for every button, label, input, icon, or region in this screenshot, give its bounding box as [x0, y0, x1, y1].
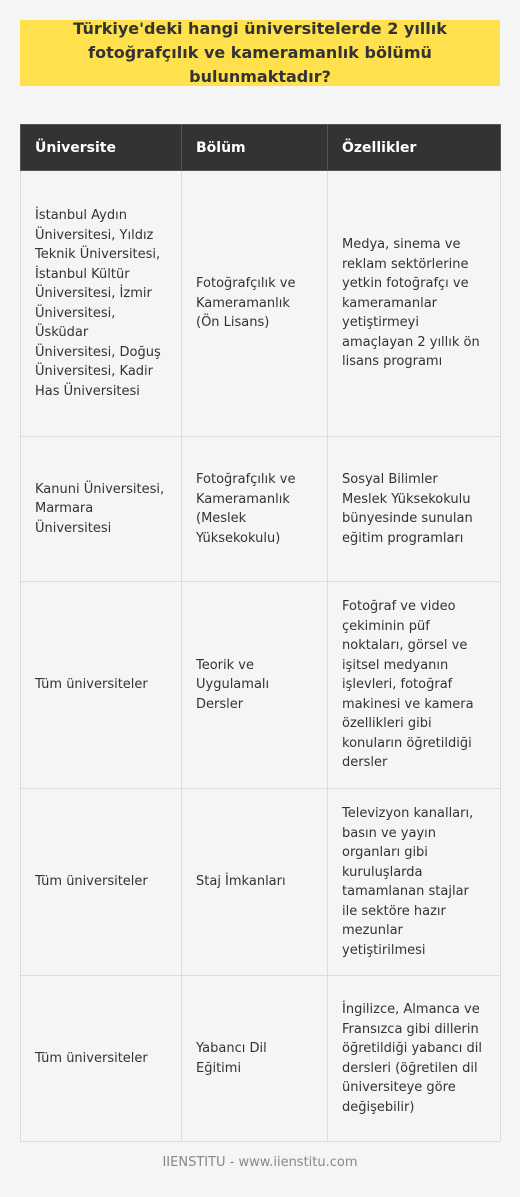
features-cell: Medya, sinema ve reklam sektörlerine yetkin fotoğrafçı ve kameramanlar yetiştirmeyi amaçlayan 2 yıllık ön lisans programı — [328, 171, 501, 437]
department-cell: Yabancı Dil Eğitimi — [182, 976, 328, 1142]
table-row — [21, 437, 501, 582]
department-cell: Fotoğrafçılık ve Kameramanlık (Ön Lisans) — [182, 171, 328, 437]
university-cell: Kanuni Üniversitesi, Marmara Üniversitesi — [21, 437, 182, 582]
features-cell: Fotoğraf ve video çekiminin püf noktaları, görsel ve işitsel medyanın işlevleri, fotoğraf makinesi ve kamera özellikleri gibi konuların öğretildiği dersler — [328, 582, 501, 789]
column-header-university: Üniversite — [21, 125, 182, 171]
table-row — [21, 789, 501, 976]
university-cell: Tüm üniversiteler — [21, 582, 182, 789]
table-row — [21, 582, 501, 789]
department-cell: Teorik ve Uygulamalı Dersler — [182, 582, 328, 789]
table-row — [21, 976, 501, 1142]
features-cell: Televizyon kanalları, basın ve yayın organları gibi kuruluşlarda tamamlanan stajlar ile sektöre hazır mezunlar yetiştirilmesi — [328, 789, 501, 976]
column-header-department: Bölüm — [182, 125, 328, 171]
footer-credit: IIENSTITU - www.iienstitu.com — [162, 1155, 358, 1170]
university-table — [20, 124, 501, 1142]
department-cell: Staj İmkanları — [182, 789, 328, 976]
table-row — [21, 171, 501, 437]
features-cell: İngilizce, Almanca ve Fransızca gibi dillerin öğretildiği yabancı dil dersleri (öğretilen dil üniversiteye göre değişebilir) — [328, 976, 501, 1142]
title-banner — [20, 20, 500, 86]
page-title: Türkiye'deki hangi üniversitelerde 2 yıllık fotoğrafçılık ve kameramanlık bölümü bulunmaktadır? — [73, 19, 447, 86]
university-cell: Tüm üniversiteler — [21, 976, 182, 1142]
table-header-row — [21, 125, 501, 171]
features-cell: Sosyal Bilimler Meslek Yüksekokulu bünyesinde sunulan eğitim programları — [328, 437, 501, 582]
column-header-features: Özellikler — [328, 125, 501, 171]
department-cell: Fotoğrafçılık ve Kameramanlık (Meslek Yüksekokulu) — [182, 437, 328, 582]
university-cell: İstanbul Aydın Üniversitesi, Yıldız Teknik Üniversitesi, İstanbul Kültür Üniversitesi, İzmir Üniversitesi, Üsküdar Üniversitesi, Doğuş Üniversitesi, Kadir Has Üniversitesi — [21, 171, 182, 437]
university-cell: Tüm üniversiteler — [21, 789, 182, 976]
